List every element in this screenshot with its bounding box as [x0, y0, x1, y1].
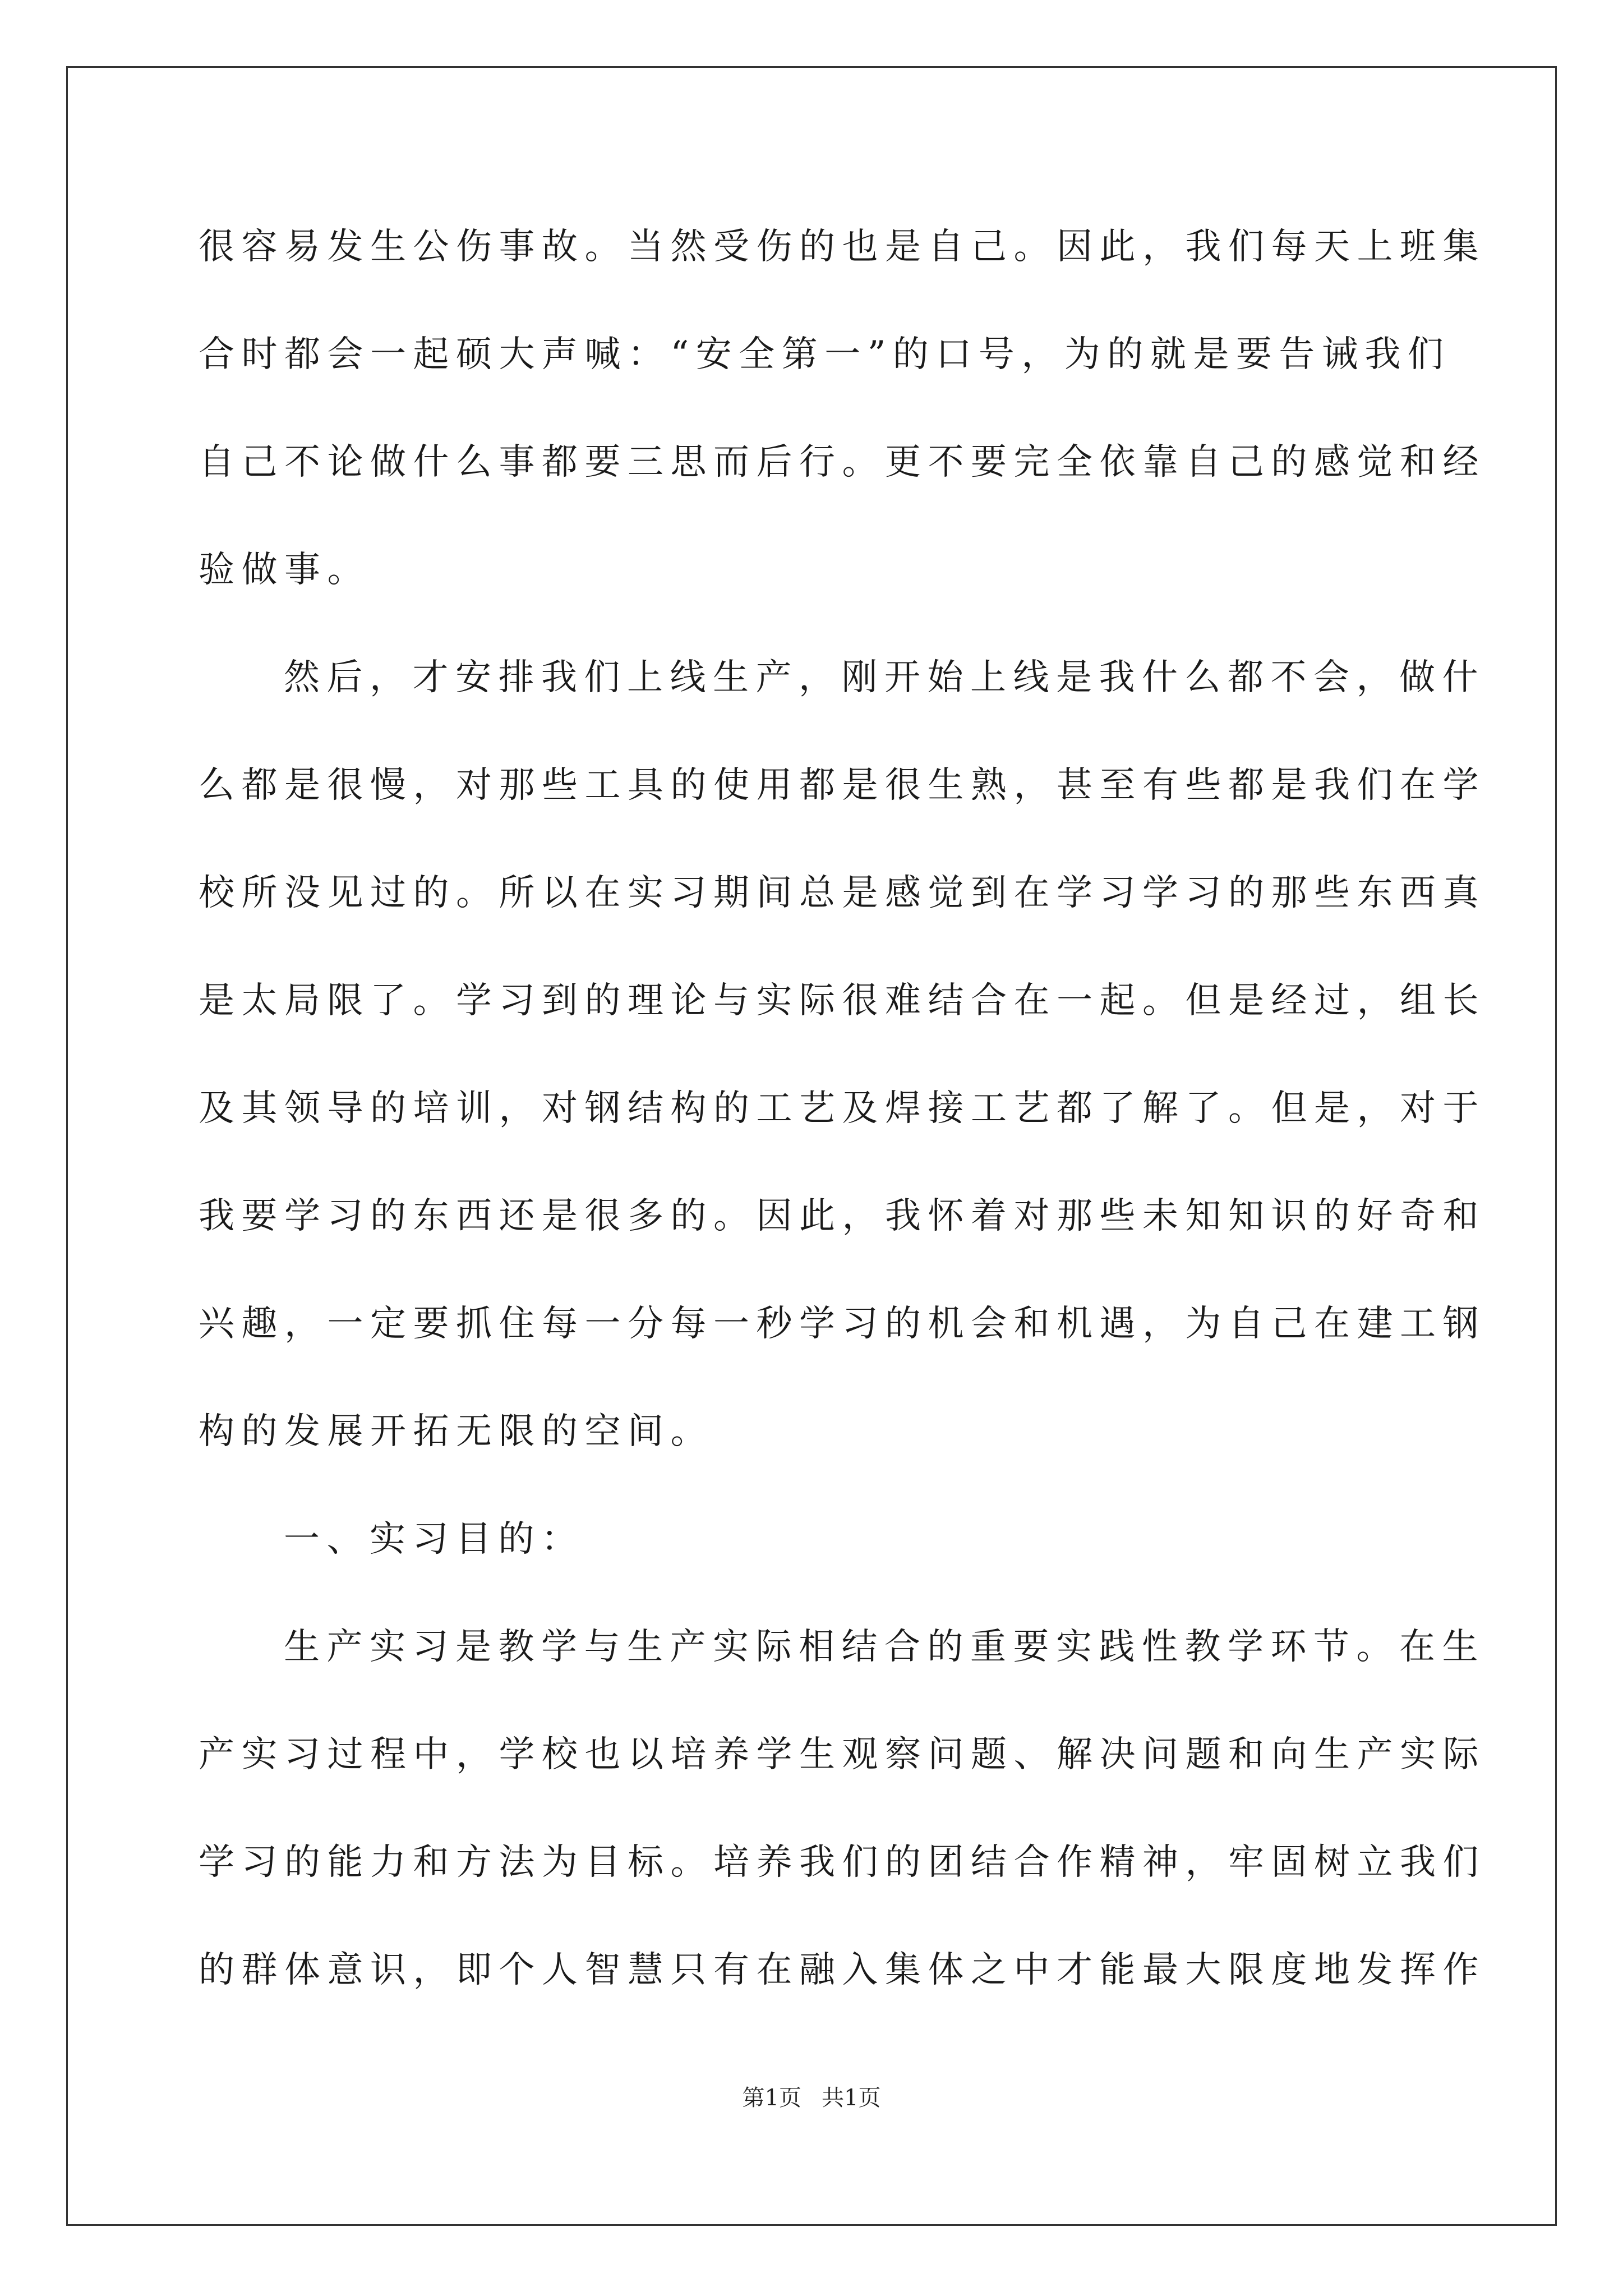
- paragraph-first-line: 生产实习是教学与生产实际相结合的重要实践性教学环节。在生: [284, 1626, 1485, 1668]
- text-line: 我要学习的东西还是很多的。因此，我怀着对那些未知知识的好奇和: [199, 1195, 1486, 1237]
- text-line: 校所没见过的。所以在实习期间总是感觉到在学习学习的那些东西真: [199, 872, 1486, 914]
- page-number: 第1页: [742, 2085, 801, 2111]
- text-line: 的群体意识，即个人智慧只有在融入集体之中才能最大限度地发挥作: [199, 1949, 1486, 1991]
- text-line: 是太局限了。学习到的理论与实际很难结合在一起。但是经过，组长: [199, 980, 1486, 1022]
- text-line: 合时都会一起硕大声喊：“安全第一”的口号，为的就是要告诫我们: [199, 334, 1451, 375]
- text-line: 验做事。: [199, 549, 370, 591]
- paragraph-first-line: 然后，才安排我们上线生产，刚开始上线是我什么都不会，做什: [284, 657, 1485, 698]
- text-line: 兴趣，一定要抓住每一分每一秒学习的机会和机遇，为自己在建工钢: [199, 1303, 1486, 1345]
- text-line: 及其领导的培训，对钢结构的工艺及焊接工艺都了解了。但是，对于: [199, 1088, 1486, 1129]
- text-line: 很容易发生公伤事故。当然受伤的也是自己。因此，我们每天上班集: [199, 226, 1486, 268]
- section-heading: 一、实习目的：: [284, 1519, 584, 1560]
- text-line: 产实习过程中，学校也以培养学生观察问题、解决问题和向生产实际: [199, 1734, 1486, 1775]
- text-line: 自己不论做什么事都要三思而后行。更不要完全依靠自己的感觉和经: [199, 441, 1486, 483]
- text-line: 构的发展开拓无限的空间。: [199, 1411, 713, 1452]
- page-border: [66, 66, 1557, 2226]
- text-line: 学习的能力和方法为目标。培养我们的团结合作精神，牢固树立我们: [199, 1842, 1486, 1883]
- page-total: 共1页: [822, 2085, 881, 2111]
- page-footer: [0, 2087, 1623, 2109]
- text-line: 么都是很慢，对那些工具的使用都是很生熟，甚至有些都是我们在学: [199, 765, 1486, 806]
